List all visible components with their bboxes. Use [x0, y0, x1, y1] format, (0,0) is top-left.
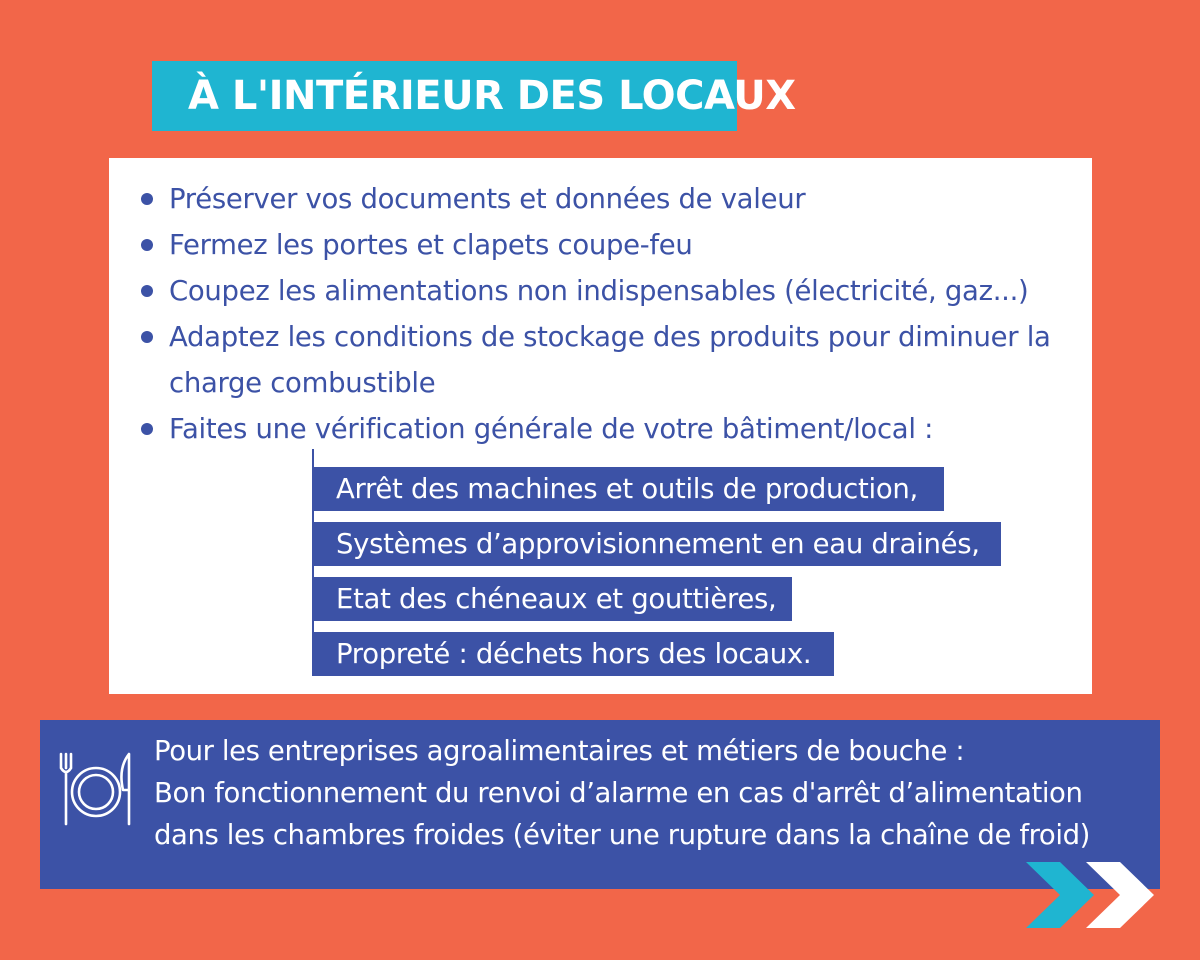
- bullet-dot-icon: [141, 423, 153, 435]
- list-item: Coupez les alimentations non indispensables (électricité, gaz...): [140, 268, 1070, 314]
- list-item: Préserver vos documents et données de valeur: [140, 176, 1070, 222]
- checklist-item: Arrêt des machines et outils de production,: [312, 467, 944, 511]
- food-notice-line: Bon fonctionnement du renvoi d’alarme en cas d'arrêt d’alimentation: [154, 777, 1083, 809]
- bullet-list: [140, 176, 1070, 452]
- food-industry-notice: [40, 720, 1160, 889]
- double-chevron-right-icon[interactable]: [1026, 862, 1160, 928]
- list-item: Adaptez les conditions de stockage des produits pour diminuer la charge combustible: [140, 314, 1070, 406]
- list-item: Fermez les portes et clapets coupe-feu: [140, 222, 1070, 268]
- food-notice-text: [154, 730, 1154, 856]
- checklist-item: Systèmes d’approvisionnement en eau drainés,: [312, 522, 1001, 566]
- bullet-dot-icon: [141, 331, 153, 343]
- bullet-dot-icon: [141, 193, 153, 205]
- checklist-item: Propreté : déchets hors des locaux.: [312, 632, 834, 676]
- plate-fork-knife-icon: [54, 746, 138, 830]
- list-item: Faites une vérification générale de votre bâtiment/local :: [140, 406, 1070, 452]
- food-notice-line: Pour les entreprises agroalimentaires et métiers de bouche :: [154, 735, 965, 767]
- checklist-item: Etat des chéneaux et gouttières,: [312, 577, 792, 621]
- bullet-dot-icon: [141, 239, 153, 251]
- page-title: À L'INTÉRIEUR DES LOCAUX: [152, 61, 737, 131]
- bullet-dot-icon: [141, 285, 153, 297]
- food-notice-line: dans les chambres froides (éviter une rupture dans la chaîne de froid): [154, 819, 1090, 851]
